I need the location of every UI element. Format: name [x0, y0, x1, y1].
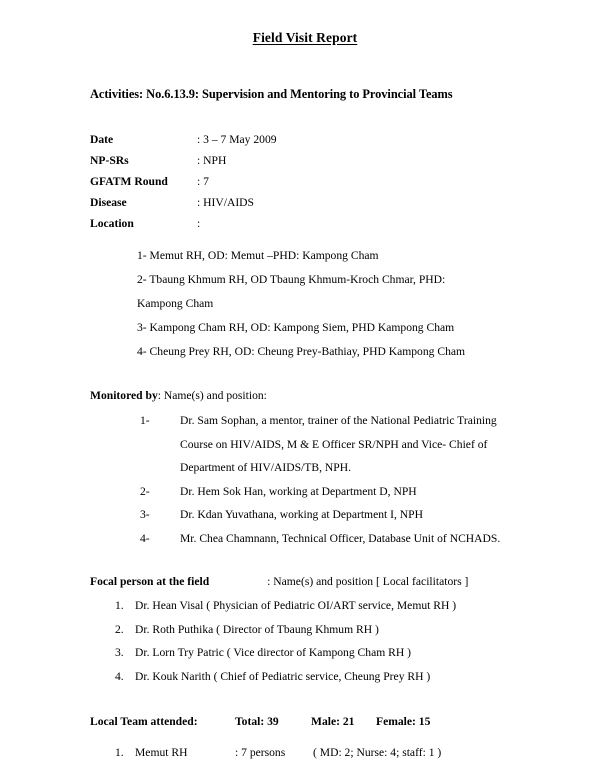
list-item-continuation: Kampong Cham [137, 297, 214, 310]
list-item-number: 4. [115, 669, 124, 683]
page-title-text: Field Visit Report [252, 30, 358, 45]
table-row [90, 743, 520, 763]
list-item-number: 1. [115, 599, 124, 612]
meta-label-location: Location [90, 217, 134, 230]
meta-label-npsrs: NP-SRs [90, 154, 129, 167]
list-item-text: Mr. Chea Chamnann, Technical Officer, Database Unit of NCHADS. [180, 531, 501, 545]
list-item [90, 409, 520, 433]
list-item-text: Dr. Kdan Yuvathana, working at Department I, NPH [180, 508, 423, 521]
list-item [90, 641, 520, 665]
meta-value-location: : [197, 217, 201, 230]
list-item: 4- Cheung Prey RH, OD: Cheung Prey-Bathiay, PHD Kampong Cham [137, 345, 466, 358]
meta-value-date: : 3 – 7 May 2009 [197, 133, 277, 146]
meta-value-gfatm-round: : 7 [197, 175, 209, 188]
list-item-number-spacer [140, 433, 180, 457]
list-item-number: 3. [115, 646, 124, 659]
table-row [90, 213, 520, 234]
table-row [90, 129, 520, 150]
local-team-label: Local Team attended: [90, 715, 198, 728]
list-item [90, 665, 520, 689]
list-item-text: Dr. Hem Sok Han, working at Department D, NPH [180, 484, 417, 498]
meta-value-npsrs: : NPH [197, 154, 227, 167]
focal-person-heading [90, 572, 520, 592]
table-row-number: 1. [115, 746, 124, 759]
focal-person-list [90, 594, 520, 688]
list-item [90, 618, 520, 642]
list-item-continuation [90, 456, 520, 480]
table-row [90, 150, 520, 171]
monitored-by-caption: : Name(s) and position: [157, 389, 267, 402]
local-team-total: Total: 39 [235, 715, 279, 728]
list-item-text: Department of HIV/AIDS/TB, NPH. [180, 461, 351, 474]
meta-label-date: Date [90, 133, 114, 146]
list-item-number: 4- [140, 531, 150, 545]
list-item: 3- Kampong Cham RH, OD: Kampong Siem, PHD Kampong Cham [137, 321, 455, 334]
table-row-detail: ( MD: 2; Nurse: 4; staff: 1 ) [313, 746, 442, 759]
table-row [90, 192, 520, 213]
list-item-number: 1- [140, 414, 150, 427]
activities-heading: Activities: No.6.13.9: Supervision and Mentoring to Provincial Teams [90, 87, 453, 101]
list-item-number: 2- [140, 484, 150, 498]
list-item [90, 527, 520, 551]
page-title [90, 28, 520, 46]
list-item [90, 480, 520, 504]
table-row-name: Memut RH [135, 746, 188, 759]
metadata-table [90, 129, 520, 234]
list-item: 2- Tbaung Khmum RH, OD Tbaung Khmum-Kroch Chmar, PHD: [137, 273, 446, 286]
list-item-text: Dr. Hean Visal ( Physician of Pediatric OI/ART service, Memut RH ) [135, 599, 457, 612]
table-row [90, 171, 520, 192]
meta-label-disease: Disease [90, 196, 127, 209]
focal-person-caption: : Name(s) and position [ Local facilitators ] [267, 575, 469, 588]
monitored-by-list [90, 409, 520, 550]
meta-label-gfatm-round: GFATM Round [90, 175, 168, 188]
local-team-heading [90, 712, 520, 732]
list-item-text: Dr. Lorn Try Patric ( Vice director of Kampong Cham RH ) [135, 646, 412, 659]
list-item-number: 2. [115, 622, 124, 636]
location-list [90, 244, 520, 364]
list-item-continuation [90, 433, 520, 457]
list-item-text: Dr. Roth Puthika ( Director of Tbaung Khmum RH ) [135, 622, 379, 636]
list-item-text: Course on HIV/AIDS, M & E Officer SR/NPH and Vice- Chief of [180, 437, 488, 451]
list-item [90, 503, 520, 527]
local-team-male: Male: 21 [311, 715, 355, 728]
local-team-female: Female: 15 [376, 715, 431, 728]
list-item [90, 594, 520, 618]
list-item: 1- Memut RH, OD: Memut –PHD: Kampong Cham [137, 249, 379, 262]
list-item-text: Dr. Kouk Narith ( Chief of Pediatric service, Cheung Prey RH ) [135, 669, 431, 683]
list-item-text: Dr. Sam Sophan, a mentor, trainer of the National Pediatric Training [180, 414, 497, 427]
table-row-count: : 7 persons [235, 746, 286, 759]
monitored-by-heading [90, 386, 520, 406]
list-item-number-spacer [140, 456, 180, 480]
list-item-number: 3- [140, 508, 150, 521]
meta-value-disease: : HIV/AIDS [197, 196, 255, 209]
monitored-by-label: Monitored by [90, 389, 158, 402]
focal-person-label: Focal person at the field [90, 575, 210, 588]
